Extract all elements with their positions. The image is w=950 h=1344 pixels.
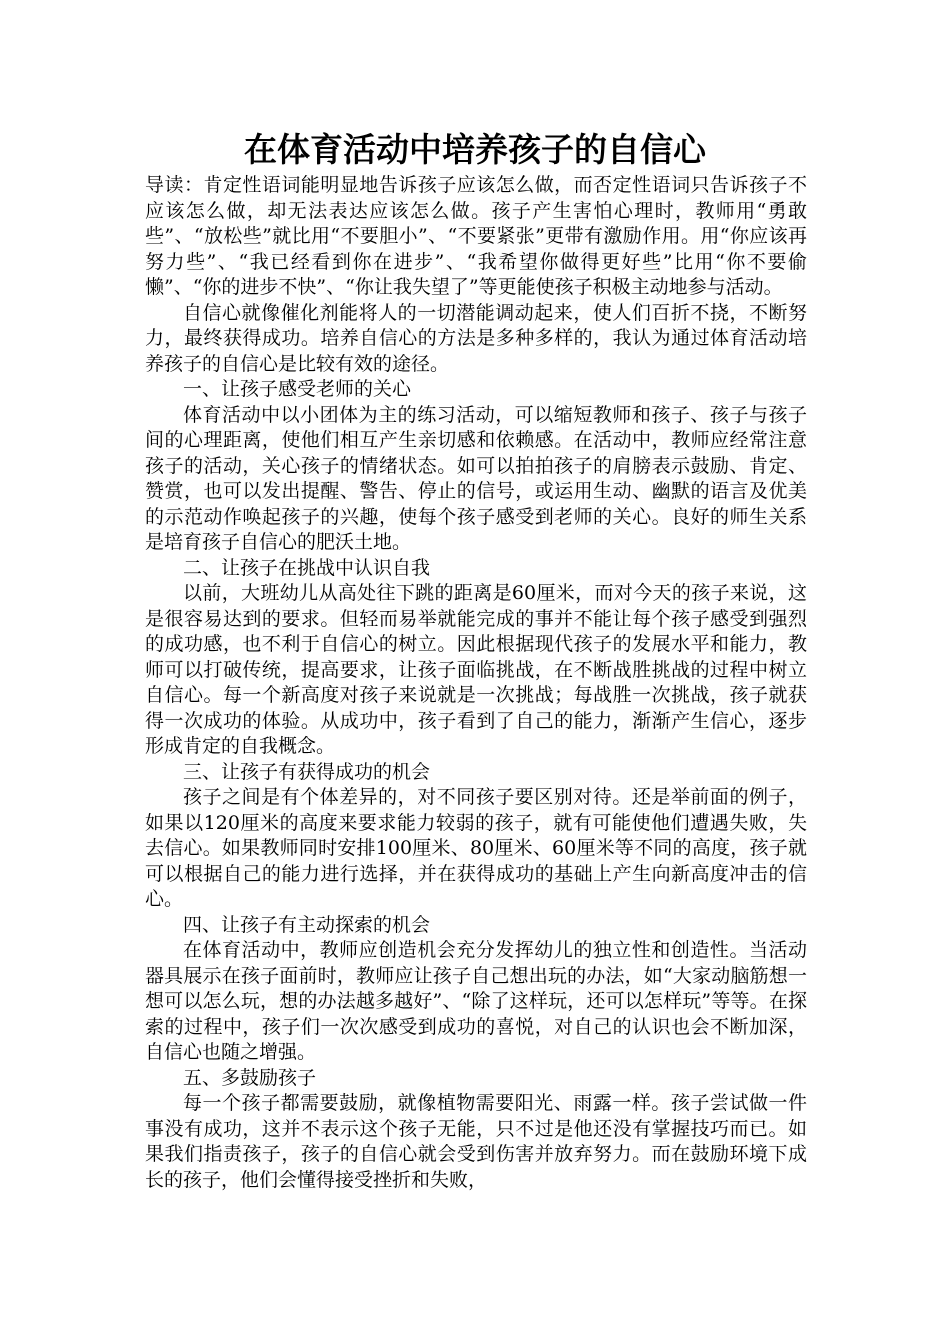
section-heading-1: 一、让孩子感受老师的关心 [183,378,412,400]
document-body [145,173,807,1193]
section-heading-5: 五、多鼓励孩子 [183,1066,317,1089]
section-heading-3: 三、让孩子有获得成功的机会 [183,760,431,783]
section-paragraph-3: 孩子之间是有个体差异的，对不同孩子要区别对待。还是举前面的例子，如果以120厘米的高度来要求能力较弱的孩子，就有可能使他们遭遇失败，失去信心。如果教师同时安排100厘米、80厘米、60厘米等不同的高度，孩子就可以根据自己的能力进行选择，并在获得成功的基础上产生向新高度冲击的信心。 [145,786,807,910]
document-title: 在体育活动中培养孩子的自信心 [244,130,706,169]
section-heading-2: 二、让孩子在挑战中认识自我 [183,556,431,579]
section-heading-4: 四、让孩子有主动探索的机会 [183,913,431,936]
section-paragraph-4: 在体育活动中，教师应创造机会充分发挥幼儿的独立性和创造性。当活动器具展示在孩子面前时，教师应让孩子自己想出玩的办法，如“大家动脑筋想一想可以怎么玩，想的办法越多越好”、“除了这样玩，还可以怎样玩”等等。在探索的过程中，孩子们一次次感受到成功的喜悦，对自己的认识也会不断加深，自信心也随之增强。 [145,939,807,1063]
lead-paragraph: 导读：肯定性语词能明显地告诉孩子应该怎么做，而否定性语词只告诉孩子不应该怎么做，却无法表达应该怎么做。孩子产生害怕心理时，教师用“勇敢些”、“放松些”就比用“不要胆小”、“不要紧张”更带有激励作用。用“你应该再努力些”、“我已经看到你在进步”、“我希望你做得更好些”比用“你不要偷懒”、“你的进步不快”、“你让我失望了”等更能使孩子积极主动地参与活动。 [145,174,807,298]
intro-paragraph: 自信心就像催化剂能将人的一切潜能调动起来，使人们百折不挠，不断努力，最终获得成功。培养自信心的方法是多种多样的，我认为通过体育活动培养孩子的自信心是比较有效的途径。 [145,301,807,375]
section-paragraph-5: 每一个孩子都需要鼓励，就像植物需要阳光、雨露一样。孩子尝试做一件事没有成功，这并不表示这个孩子无能，只不过是他还没有掌握技巧而已。如果我们指责孩子，孩子的自信心就会受到伤害并放弃努力。而在鼓励环境下成长的孩子，他们会懂得接受挫折和失败， [145,1092,807,1191]
section-paragraph-2: 以前，大班幼儿从高处往下跳的距离是60厘米，而对今天的孩子来说，这是很容易达到的要求。但轻而易举就能完成的事并不能让每个孩子感受到强烈的成功感，也不利于自信心的树立。因此根据现代孩子的发展水平和能力，教师可以打破传统，提高要求，让孩子面临挑战，在不断战胜挑战的过程中树立自信心。每一个新高度对孩子来说就是一次挑战；每战胜一次挑战，孩子就获得一次成功的体验。从成功中，孩子看到了自己的能力，渐渐产生信心，逐步形成肯定的自我概念。 [145,582,807,757]
section-paragraph-1: 体育活动中以小团体为主的练习活动，可以缩短教师和孩子、孩子与孩子间的心理距离，使他们相互产生亲切感和依赖感。在活动中，教师应经常注意孩子的活动，关心孩子的情绪状态。如可以拍拍孩子的肩膀表示鼓励、肯定、赞赏，也可以发出提醒、警告、停止的信号，或运用生动、幽默的语言及优美的示范动作唤起孩子的兴趣，使每个孩子感受到老师的关心。良好的师生关系是培育孩子自信心的肥沃土地。 [145,403,807,553]
